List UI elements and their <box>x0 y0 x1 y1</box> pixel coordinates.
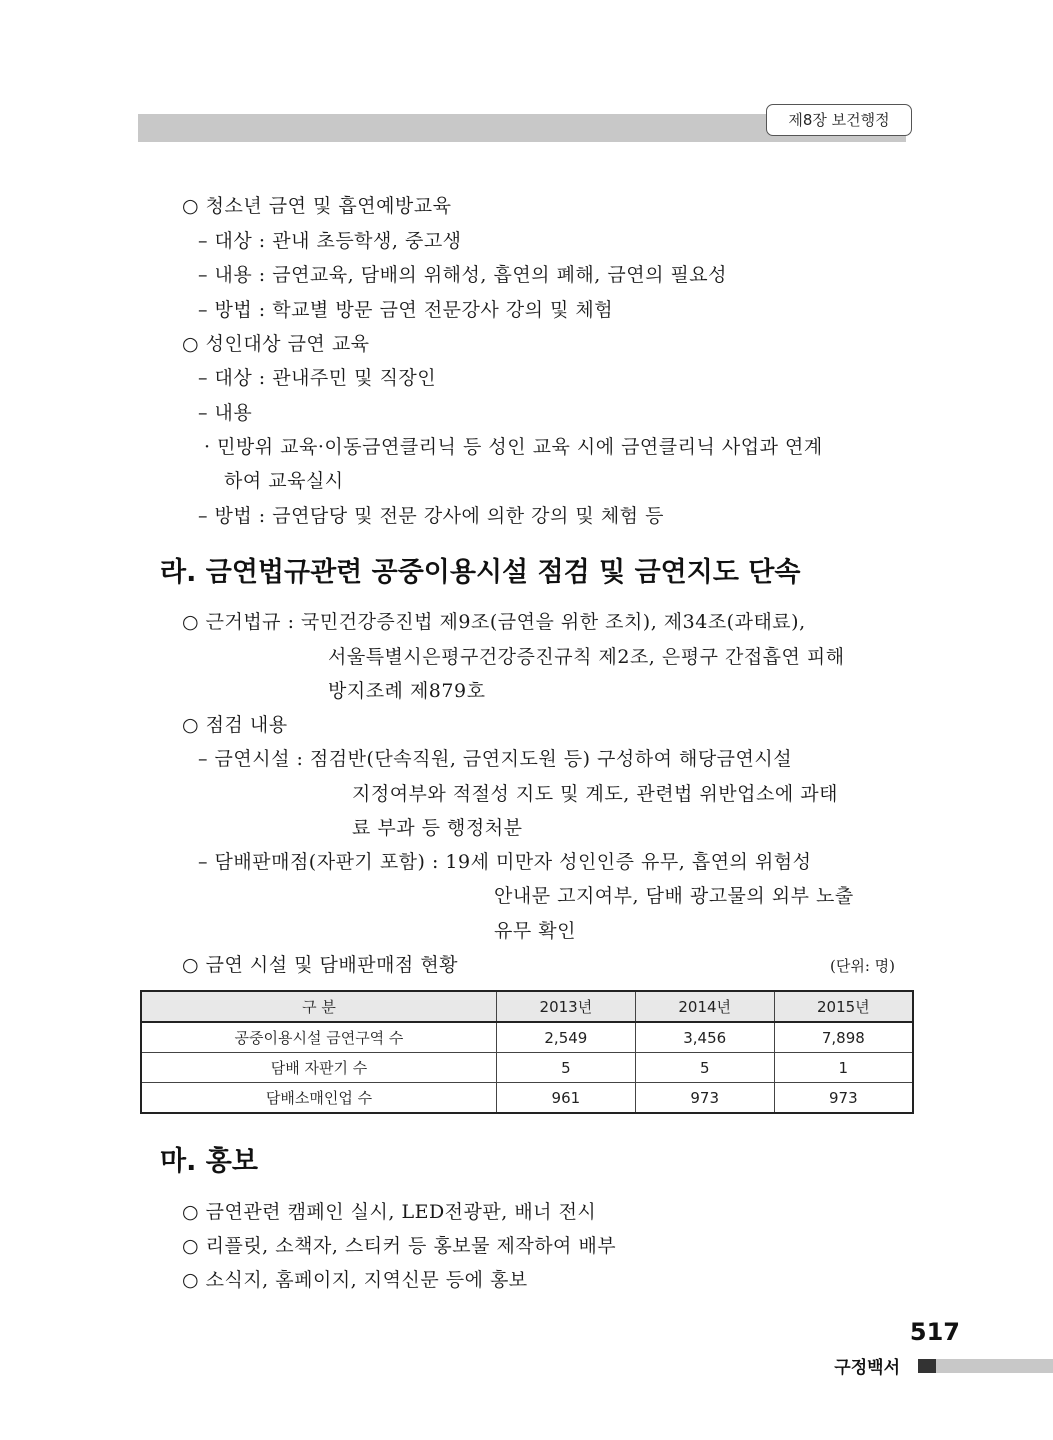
table-cell: 공중이용시설 금연구역 수 <box>141 1022 496 1053</box>
smoking-facility-table <box>140 990 914 1114</box>
table-header-cell: 구 분 <box>141 991 496 1022</box>
table-cell: 961 <box>496 1083 635 1114</box>
page-number: 517 <box>909 1318 960 1346</box>
continuation-line: 서울특별시은평구건강증진규칙 제2조, 은평구 간접흡연 피해 <box>328 646 845 668</box>
dash-line: – 내용 : 금연교육, 담배의 위해성, 흡연의 폐해, 금연의 필요성 <box>198 264 728 286</box>
table-row <box>141 1083 913 1114</box>
table-cell: 5 <box>635 1053 774 1083</box>
bullet-line: ○ 청소년 금연 및 흡연예방교육 <box>182 195 452 217</box>
table-header-cell: 2014년 <box>635 991 774 1022</box>
dash-line: – 방법 : 금연담당 및 전문 강사에 의한 강의 및 체험 등 <box>198 505 664 527</box>
chapter-tab: 제8장 보건행정 <box>766 104 912 136</box>
dash-line: – 담배판매점(자판기 포함) : 19세 미만자 성인인증 유무, 흡연의 위험성 <box>198 851 812 873</box>
bullet-line: ○ 금연관련 캠페인 실시, LED전광판, 배너 전시 <box>182 1201 597 1223</box>
table-cell: 담배소매인업 수 <box>141 1083 496 1114</box>
table-cell: 973 <box>635 1083 774 1114</box>
section-heading: 라. 금연법규관련 공중이용시설 점검 및 금연지도 단속 <box>160 557 801 588</box>
footer-bar-dark <box>918 1359 936 1373</box>
bullet-line: ○ 성인대상 금연 교육 <box>182 333 370 355</box>
table-header-cell: 2015년 <box>774 991 913 1022</box>
continuation-line: 방지조례 제879호 <box>328 680 486 702</box>
dash-line: – 내용 <box>198 402 253 424</box>
table-cell: 5 <box>496 1053 635 1083</box>
table-row <box>141 1053 913 1083</box>
continuation-line: 료 부과 등 행정처분 <box>352 817 523 839</box>
section-heading: 마. 홍보 <box>160 1146 258 1177</box>
bullet-line: ○ 금연 시설 및 담배판매점 현황 <box>182 954 459 976</box>
dash-line: – 금연시설 : 점검반(단속직원, 금연지도원 등) 구성하여 해당금연시설 <box>198 748 793 770</box>
table-cell: 1 <box>774 1053 913 1083</box>
dash-line: – 대상 : 관내 초등학생, 중고생 <box>198 230 462 252</box>
bullet-line: ○ 점검 내용 <box>182 714 288 736</box>
bullet-line: ○ 리플릿, 소책자, 스티커 등 홍보물 제작하여 배부 <box>182 1235 617 1257</box>
continuation-line: 지정여부와 적절성 지도 및 계도, 관련법 위반업소에 과태 <box>352 783 838 805</box>
dot-line: · 민방위 교육·이동금연클리닉 등 성인 교육 시에 금연클리닉 사업과 연계 <box>204 436 823 458</box>
table-header-row <box>141 991 913 1022</box>
table-cell: 973 <box>774 1083 913 1114</box>
unit-note: (단위: 명) <box>830 957 895 975</box>
table-header-cell: 2013년 <box>496 991 635 1022</box>
continuation-line: 유무 확인 <box>494 920 576 942</box>
table-cell: 담배 자판기 수 <box>141 1053 496 1083</box>
table-cell: 2,549 <box>496 1022 635 1053</box>
footer-bar-light <box>936 1359 1053 1373</box>
bullet-line: ○ 근거법규 : 국민건강증진법 제9조(금연을 위한 조치), 제34조(과태료), <box>182 611 806 633</box>
continuation-line: 하여 교육실시 <box>224 470 344 492</box>
table-row <box>141 1022 913 1053</box>
dash-line: – 방법 : 학교별 방문 금연 전문강사 강의 및 체험 <box>198 299 614 321</box>
table-cell: 3,456 <box>635 1022 774 1053</box>
book-title: 구정백서 <box>834 1358 900 1378</box>
dash-line: – 대상 : 관내주민 및 직장인 <box>198 367 437 389</box>
continuation-line: 안내문 고지여부, 담배 광고물의 외부 노출 <box>494 885 854 907</box>
bullet-line: ○ 소식지, 홈페이지, 지역신문 등에 홍보 <box>182 1269 528 1291</box>
table-cell: 7,898 <box>774 1022 913 1053</box>
